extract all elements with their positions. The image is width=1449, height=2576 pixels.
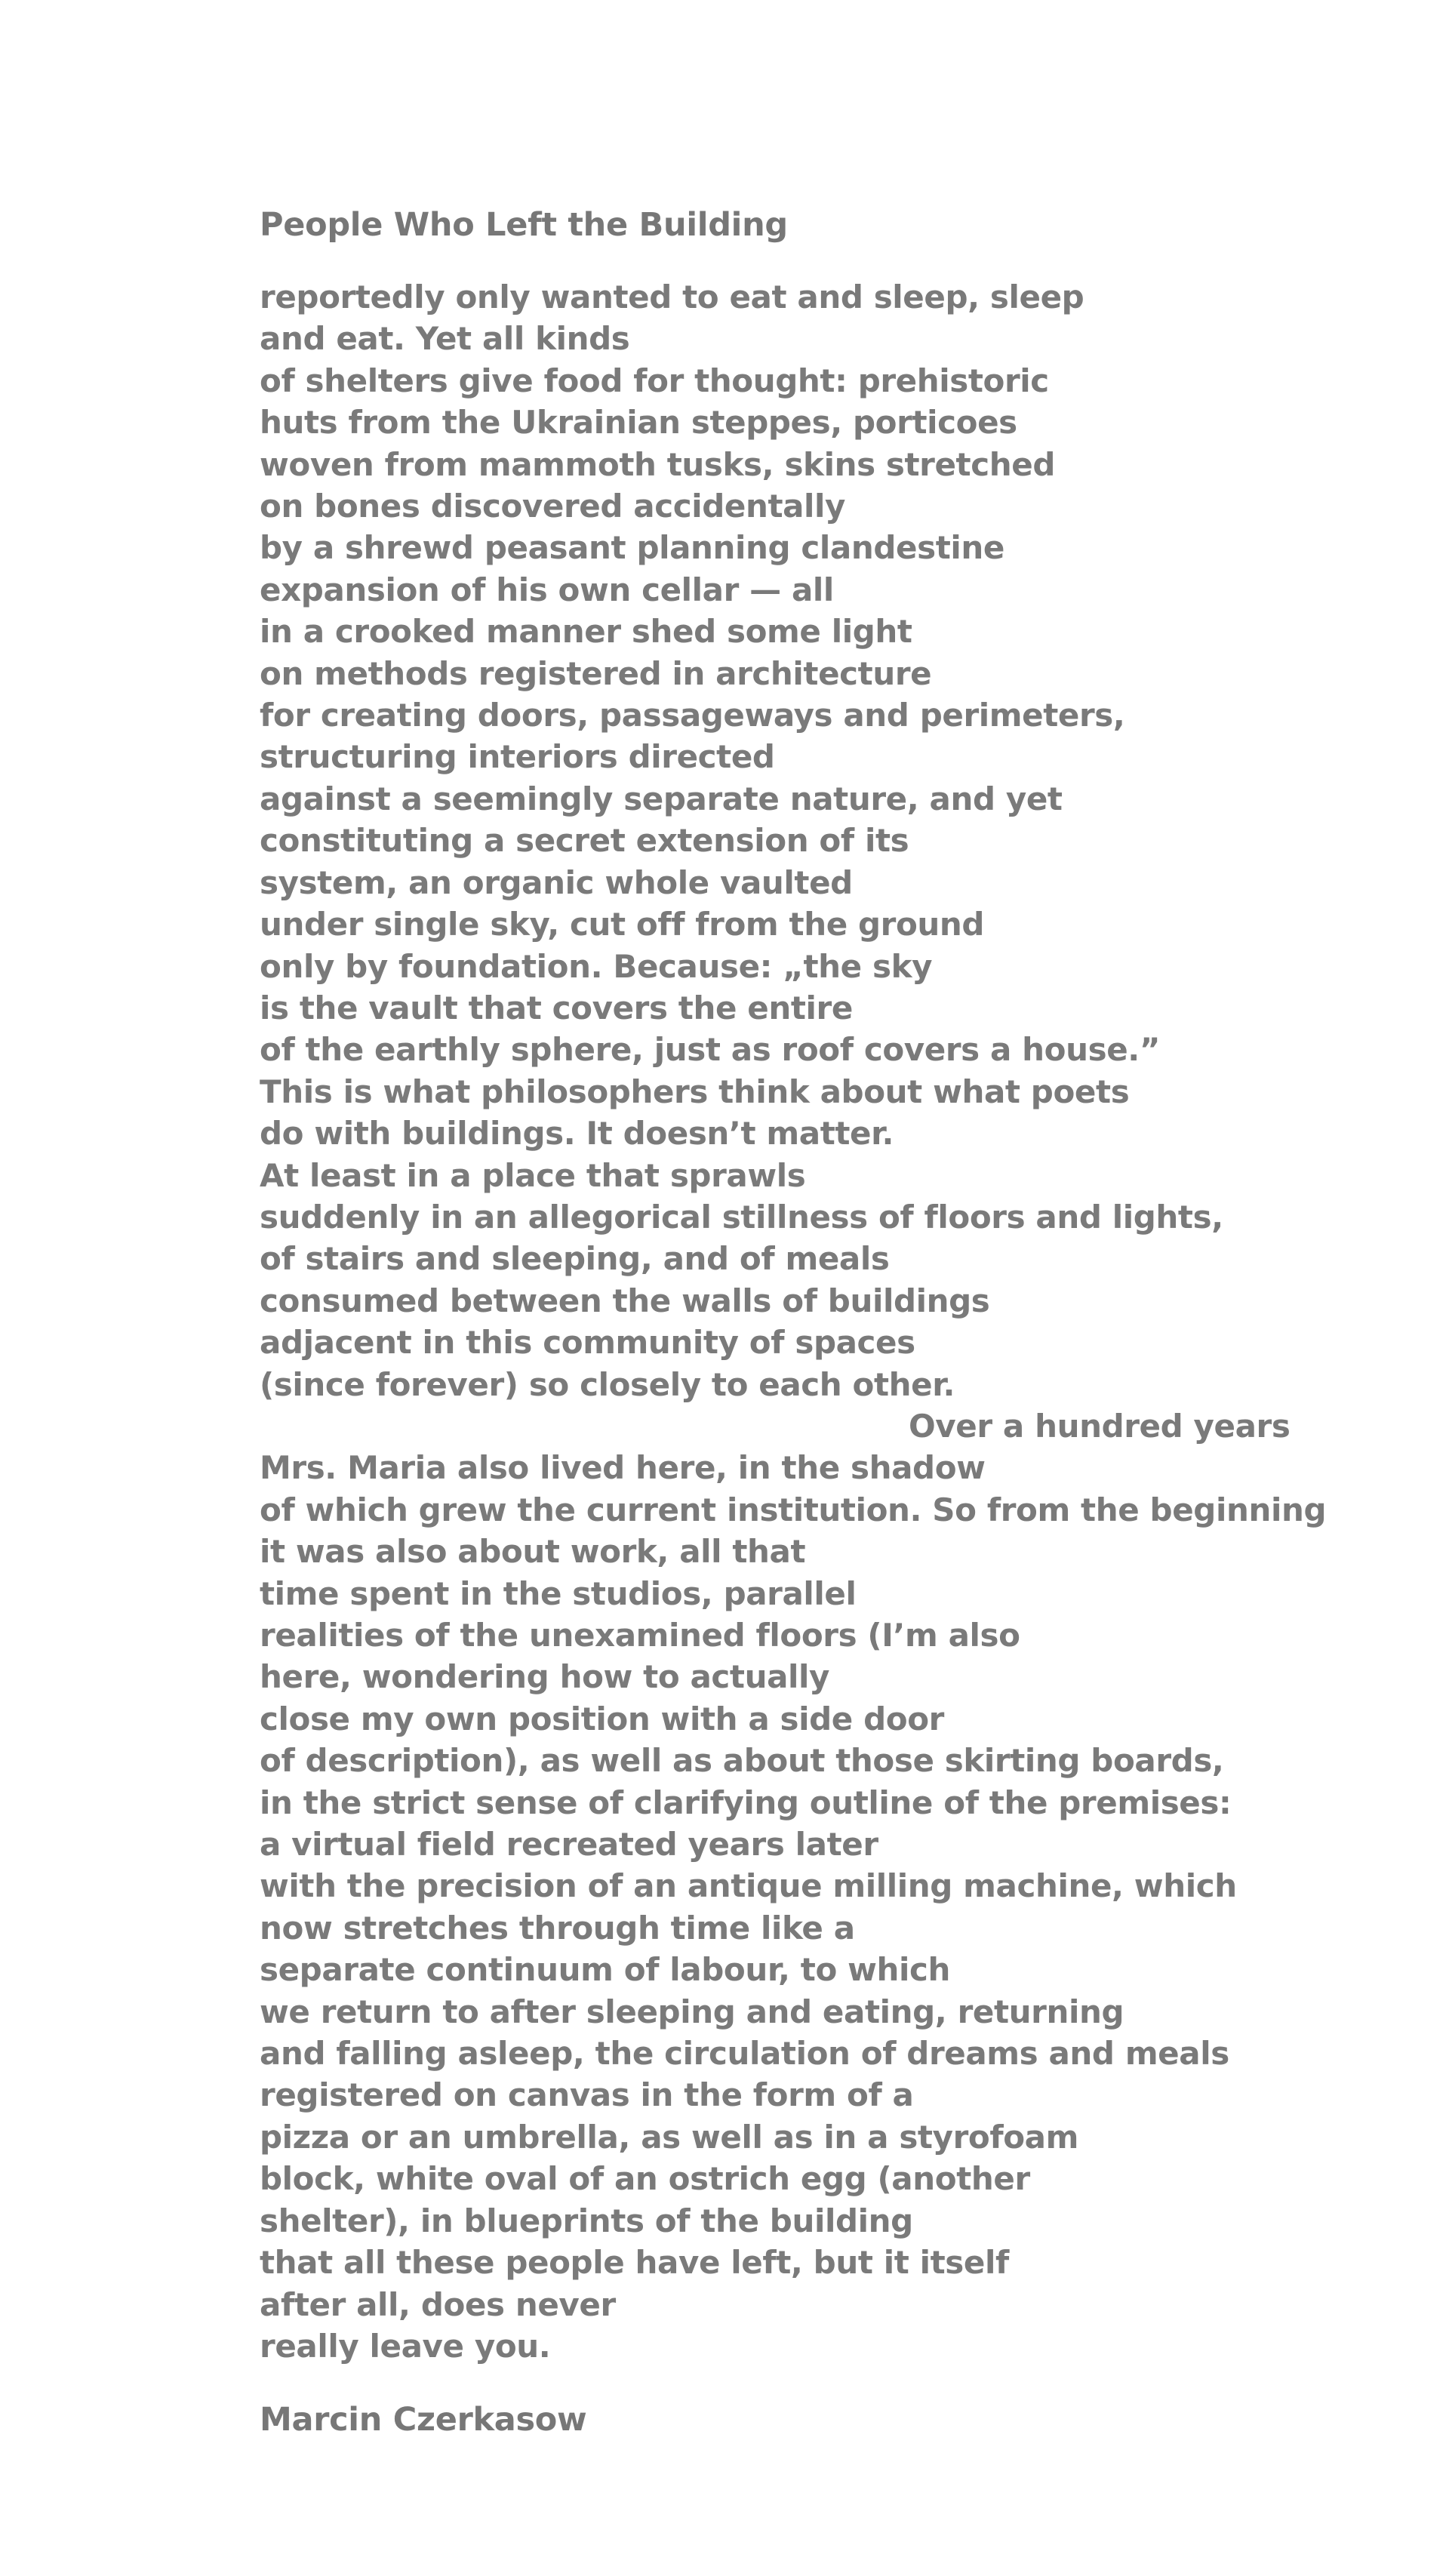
poem-line: of description), as well as about those skirting boards, [260,1742,1224,1780]
poem-line: suddenly in an allegorical stillness of floors and lights, [260,1198,1223,1236]
poem-line: of stairs and sleeping, and of meals [260,1240,890,1278]
poem-line: really leave you. [260,2327,551,2365]
poem-author: Marcin Czerkasow [260,2401,587,2439]
poem-line: registered on canvas in the form of a [260,2076,914,2114]
poem-line: separate continuum of labour, to which [260,1951,951,1989]
poem-title: People Who Left the Building [260,206,788,244]
poem-line: of the earthly sphere, just as roof covers a house.” [260,1031,1161,1069]
poem-line: realities of the unexamined floors (I’m also [260,1617,1020,1654]
poem-line: reportedly only wanted to eat and sleep, sleep [260,279,1084,315]
poem-line: here, wondering how to actually [260,1658,830,1696]
poem-line: structuring interiors directed [260,738,775,776]
poem-line: for creating doors, passageways and perimeters, [260,697,1125,734]
poem-line: consumed between the walls of buildings [260,1282,990,1319]
poem-line: Over a hundred years [909,1407,1291,1445]
poem-line: that all these people have left, but it itself [260,2244,1009,2282]
poem-line: This is what philosophers think about what poets [260,1073,1130,1110]
poem-line: Mrs. Maria also lived here, in the shadow [260,1449,986,1487]
poem-line: a virtual field recreated years later [260,1826,878,1864]
poem-line: it was also about work, all that [260,1533,806,1571]
poem-line: and eat. Yet all kinds [260,320,630,358]
poem-line: do with buildings. It doesn’t matter. [260,1115,894,1153]
poem-line: against a seemingly separate nature, and yet [260,780,1063,817]
poem-line: block, white oval of an ostrich egg (another [260,2160,1030,2198]
poem-line: on bones discovered accidentally [260,488,846,525]
poem-line: under single sky, cut off from the ground [260,906,985,943]
poem-line: adjacent in this community of spaces [260,1324,915,1362]
poem-line: on methods registered in architecture [260,654,932,692]
poem-line: huts from the Ukrainian steppes, porticoes [260,404,1017,442]
poem-line: constituting a secret extension of its [260,822,909,860]
poem-line: by a shrewd peasant planning clandestine [260,529,1004,567]
poem-line: time spent in the studios, parallel [260,1574,857,1612]
poem-line: shelter), in blueprints of the building [260,2202,913,2239]
poem-line: in a crooked manner shed some light [260,613,912,651]
poem-line: system, an organic whole vaulted [260,863,853,901]
poem-line: pizza or an umbrella, as well as in a styrofoam [260,2118,1078,2156]
poem-line: we return to after sleeping and eating, returning [260,1993,1124,2030]
poem-line: only by foundation. Because: „the sky [260,947,933,985]
poem-line: with the precision of an antique milling machine, which [260,1867,1237,1905]
poem-line: now stretches through time like a [260,1909,855,1947]
poem-line: close my own position with a side door [260,1700,944,1737]
poem-line: in the strict sense of clarifying outline of the premises: [260,1784,1232,1821]
poem-line: At least in a place that sprawls [260,1156,806,1194]
poem-line: expansion of his own cellar — all [260,571,834,608]
poem-line: (since forever) so closely to each other. [260,1365,955,1403]
poem-line: and falling asleep, the circulation of dreams and meals [260,2035,1229,2073]
poem-line: after all, does never [260,2285,616,2323]
poem-line: is the vault that covers the entire [260,989,853,1026]
poem-page [260,201,1327,2444]
poem-body [260,276,1327,2367]
poem-line: woven from mammoth tusks, skins stretched [260,445,1055,483]
poem-line: of which grew the current institution. So from the beginning [260,1491,1327,1528]
poem-line: of shelters give food for thought: prehistoric [260,362,1049,399]
